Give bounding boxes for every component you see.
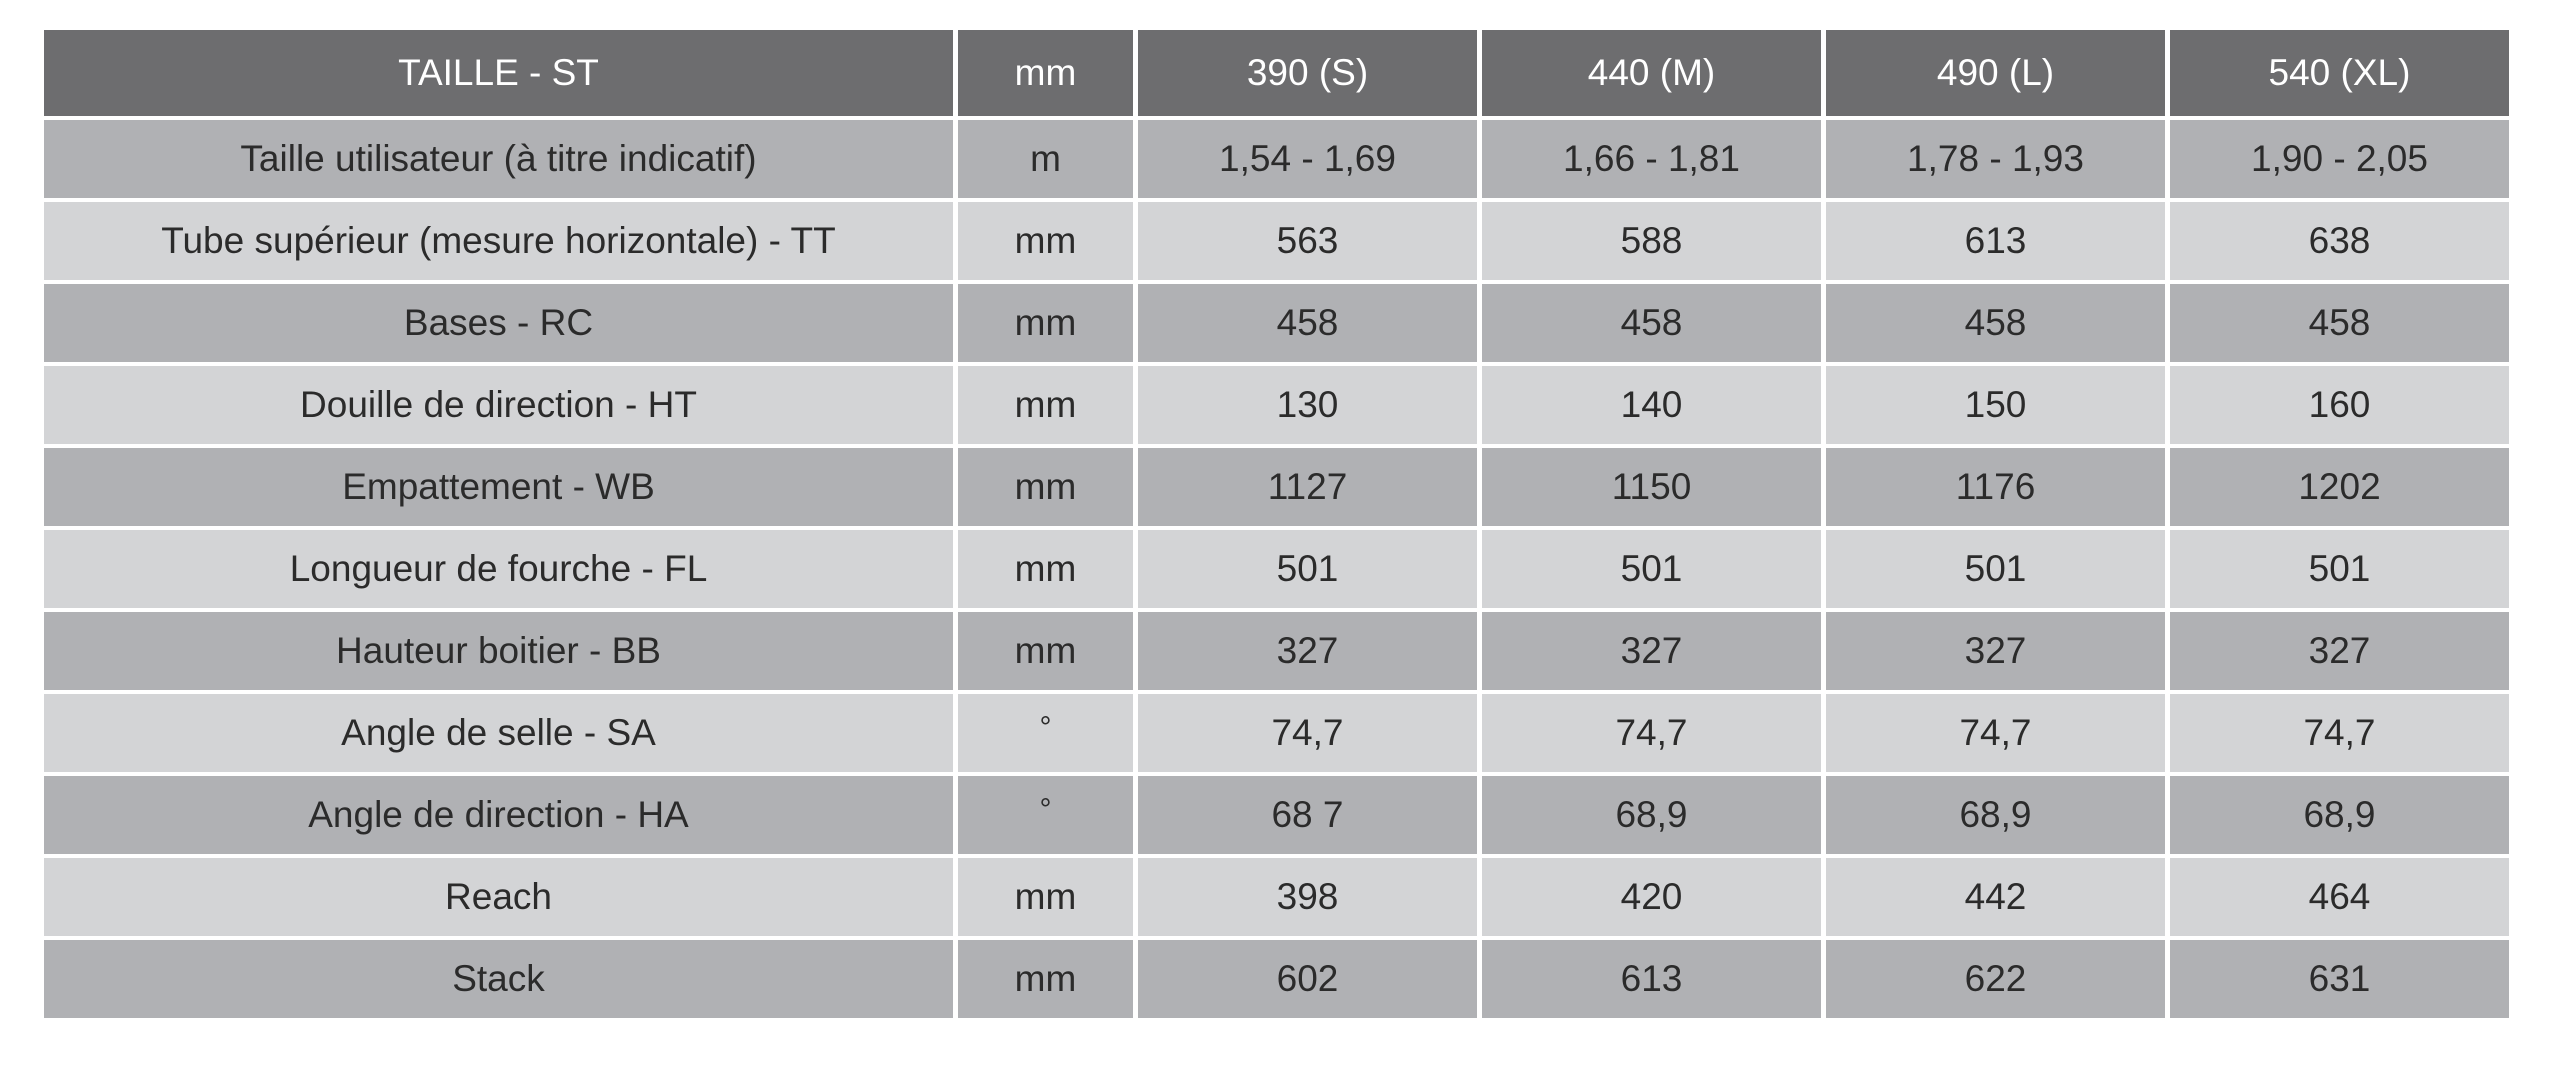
- row-value-xl: 458: [2170, 284, 2509, 362]
- table-row: [44, 694, 2509, 772]
- row-value-m: 68,9: [1482, 776, 1821, 854]
- row-value-s: 1,54 - 1,69: [1138, 120, 1477, 198]
- row-label: Bases - RC: [44, 284, 953, 362]
- row-value-m: 613: [1482, 940, 1821, 1018]
- row-unit: [958, 366, 1133, 444]
- unit-text: m: [1030, 138, 1061, 179]
- row-label: Taille utilisateur (à titre indicatif): [44, 120, 953, 198]
- row-value-m: 1150: [1482, 448, 1821, 526]
- row-unit: [958, 202, 1133, 280]
- row-unit: [958, 694, 1133, 772]
- row-value-m: 588: [1482, 202, 1821, 280]
- table-row: [44, 530, 2509, 608]
- row-value-xl: 638: [2170, 202, 2509, 280]
- row-value-s: 398: [1138, 858, 1477, 936]
- row-value-m: 1,66 - 1,81: [1482, 120, 1821, 198]
- row-value-s: 1127: [1138, 448, 1477, 526]
- row-unit: [958, 776, 1133, 854]
- table-row: [44, 366, 2509, 444]
- row-value-xl: 1202: [2170, 448, 2509, 526]
- table-row: [44, 284, 2509, 362]
- row-unit: [958, 940, 1133, 1018]
- header-label: TAILLE - ST: [44, 30, 953, 116]
- row-value-s: 74,7: [1138, 694, 1477, 772]
- row-unit: [958, 120, 1133, 198]
- row-unit: [958, 448, 1133, 526]
- header-size-l: 490 (L): [1826, 30, 2165, 116]
- unit-text: °: [1039, 793, 1052, 826]
- unit-text: °: [1039, 711, 1052, 744]
- row-value-xl: 74,7: [2170, 694, 2509, 772]
- row-value-xl: 160: [2170, 366, 2509, 444]
- row-value-xl: 1,90 - 2,05: [2170, 120, 2509, 198]
- row-unit: [958, 284, 1133, 362]
- row-label: Stack: [44, 940, 953, 1018]
- row-value-s: 458: [1138, 284, 1477, 362]
- table-row: [44, 612, 2509, 690]
- row-value-s: 130: [1138, 366, 1477, 444]
- row-label: Douille de direction - HT: [44, 366, 953, 444]
- row-value-m: 420: [1482, 858, 1821, 936]
- row-label: Reach: [44, 858, 953, 936]
- table-header: [44, 30, 2509, 116]
- unit-text: mm: [1014, 466, 1077, 507]
- row-value-xl: 464: [2170, 858, 2509, 936]
- row-unit: [958, 530, 1133, 608]
- unit-text: mm: [1014, 302, 1077, 343]
- header-row: [44, 30, 2509, 116]
- row-value-xl: 327: [2170, 612, 2509, 690]
- row-value-s: 501: [1138, 530, 1477, 608]
- table-row: [44, 448, 2509, 526]
- unit-text: mm: [1014, 384, 1077, 425]
- row-value-s: 327: [1138, 612, 1477, 690]
- table-row: [44, 940, 2509, 1018]
- unit-text: mm: [1014, 548, 1077, 589]
- unit-text: mm: [1014, 220, 1077, 261]
- table-row: [44, 858, 2509, 936]
- row-value-s: 68 7: [1138, 776, 1477, 854]
- row-value-xl: 68,9: [2170, 776, 2509, 854]
- row-unit: [958, 612, 1133, 690]
- row-label: Empattement - WB: [44, 448, 953, 526]
- row-value-s: 563: [1138, 202, 1477, 280]
- table-row: [44, 202, 2509, 280]
- header-unit: mm: [958, 30, 1133, 116]
- row-label: Hauteur boitier - BB: [44, 612, 953, 690]
- row-value-s: 602: [1138, 940, 1477, 1018]
- row-label: Angle de direction - HA: [44, 776, 953, 854]
- table-row: [44, 776, 2509, 854]
- unit-text: mm: [1014, 630, 1077, 671]
- table-row: [44, 120, 2509, 198]
- row-value-l: 501: [1826, 530, 2165, 608]
- row-label: Longueur de fourche - FL: [44, 530, 953, 608]
- row-value-xl: 501: [2170, 530, 2509, 608]
- table-body: [44, 120, 2509, 1018]
- row-value-l: 68,9: [1826, 776, 2165, 854]
- unit-text: mm: [1014, 876, 1077, 917]
- header-size-xl: 540 (XL): [2170, 30, 2509, 116]
- row-value-l: 613: [1826, 202, 2165, 280]
- row-value-l: 74,7: [1826, 694, 2165, 772]
- row-value-m: 327: [1482, 612, 1821, 690]
- row-value-m: 501: [1482, 530, 1821, 608]
- row-label: Tube supérieur (mesure horizontale) - TT: [44, 202, 953, 280]
- row-value-l: 150: [1826, 366, 2165, 444]
- row-value-l: 622: [1826, 940, 2165, 1018]
- row-value-m: 458: [1482, 284, 1821, 362]
- header-size-m: 440 (M): [1482, 30, 1821, 116]
- row-value-l: 442: [1826, 858, 2165, 936]
- row-value-l: 458: [1826, 284, 2165, 362]
- row-value-l: 1176: [1826, 448, 2165, 526]
- row-value-l: 327: [1826, 612, 2165, 690]
- row-value-xl: 631: [2170, 940, 2509, 1018]
- header-size-s: 390 (S): [1138, 30, 1477, 116]
- geometry-table: [39, 26, 2514, 1022]
- row-value-m: 140: [1482, 366, 1821, 444]
- row-value-m: 74,7: [1482, 694, 1821, 772]
- unit-text: mm: [1014, 958, 1077, 999]
- row-value-l: 1,78 - 1,93: [1826, 120, 2165, 198]
- row-unit: [958, 858, 1133, 936]
- row-label: Angle de selle - SA: [44, 694, 953, 772]
